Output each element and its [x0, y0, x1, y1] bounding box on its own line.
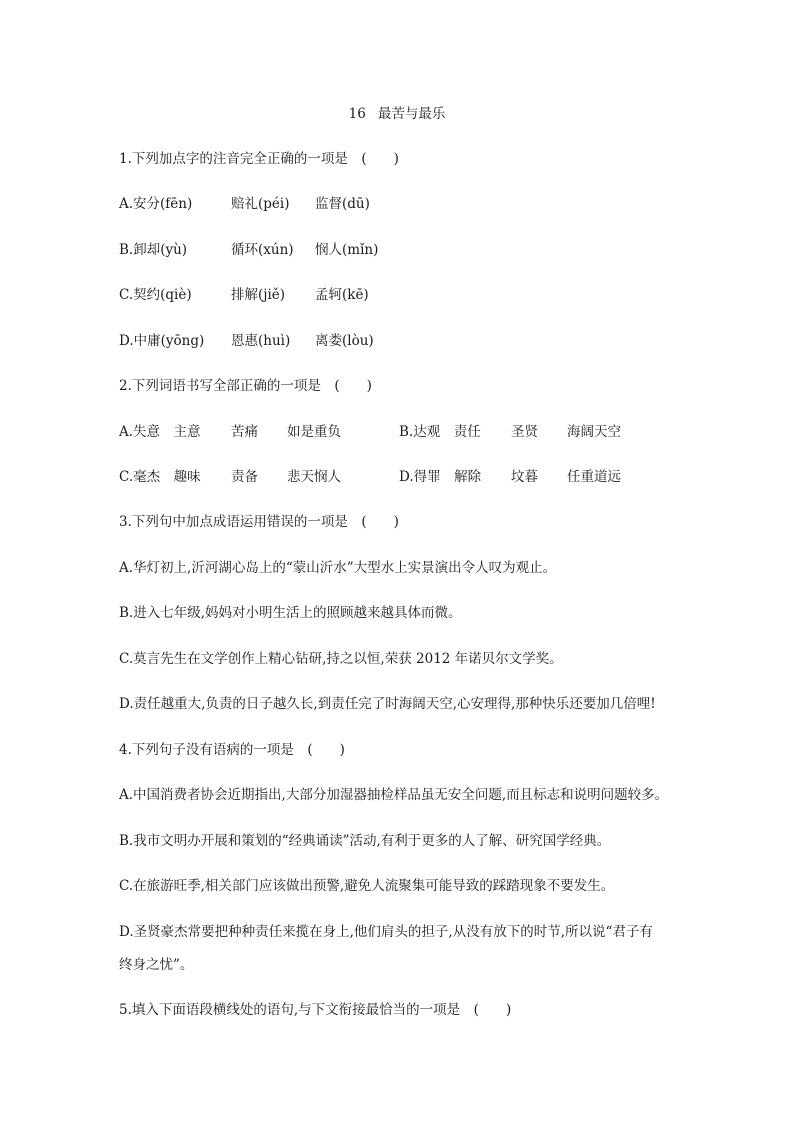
question-2-stem: 2.下列词语书写全部正确的一项是 ( ): [119, 378, 372, 394]
q2-option-a-part3: 如是重负: [287, 424, 341, 440]
q4-option-b: B.我市文明办开展和策划的“经典诵读”活动,有利于更多的人了解、研究国学经典。: [119, 833, 611, 849]
q2-option-b-part2: 圣贤: [511, 424, 538, 440]
q4-option-a: A.中国消费者协会近期指出,大部分加湿器抽检样品虽无安全问题,而且标志和说明问题较多。: [119, 787, 669, 803]
q4-option-d-continued: 终身之忧”。: [119, 957, 194, 973]
q1-option-b-part3: 悯人(mǐn): [315, 242, 379, 258]
q1-option-c-part1: C.契约(qiè): [119, 287, 192, 303]
q2-option-a-part2: 苦痛: [231, 424, 258, 440]
lesson-title: 最苦与最乐: [377, 106, 446, 122]
q1-option-d-part2: 恩惠(huì): [231, 333, 291, 349]
q1-option-c-part2: 排解(jiě): [231, 287, 286, 303]
q2-option-c-part2: 责备: [231, 469, 258, 485]
question-1-stem: 1.下列加点字的注音完全正确的一项是 ( ): [119, 151, 399, 167]
q3-option-a: A.华灯初上,沂河湖心岛上的“蒙山沂水”大型水上实景演出令人叹为观止。: [119, 560, 557, 576]
q1-option-c-part3: 孟轲(kē): [315, 287, 369, 303]
q4-option-d: D.圣贤豪杰常要把种种责任来揽在身上,他们肩头的担子,从没有放下的时节,所以说“君子有: [119, 924, 653, 940]
question-3-stem: 3.下列句中加点成语运用错误的一项是 ( ): [119, 514, 399, 530]
q1-option-d-part3: 离娄(lòu): [315, 333, 374, 349]
question-4-stem: 4.下列句子没有语病的一项是 ( ): [119, 742, 345, 758]
q2-option-b-part3: 海阔天空: [567, 424, 621, 440]
q2-option-a-part1: A.失意 主意: [119, 424, 201, 440]
q2-option-c-part1: C.毫杰 趣味: [119, 469, 201, 485]
q3-option-b: B.进入七年级,妈妈对小明生活上的照顾越来越具体而微。: [119, 605, 462, 621]
question-5-stem: 5.填入下面语段横线处的语句,与下文衔接最恰当的一项是 ( ): [119, 1002, 512, 1018]
q3-option-d: D.责任越重大,负责的日子越久长,到责任完了时海阔天空,心安理得,那种快乐还要加几倍哩!: [119, 696, 656, 712]
q1-option-a-part2: 赔礼(péi): [231, 196, 290, 212]
q1-option-a-part1: A.安分(fēn): [119, 196, 193, 212]
q2-option-d-part1: D.得罪 解除: [399, 469, 482, 485]
q1-option-a-part3: 监督(dū): [315, 196, 370, 212]
q2-option-c-part3: 悲天悯人: [287, 469, 341, 485]
q2-option-b-part1: B.达观 责任: [399, 424, 481, 440]
q2-option-d-part3: 任重道远: [567, 469, 621, 485]
q3-option-c: C.莫言先生在文学创作上精心钻研,持之以恒,荣获 2012 年诺贝尔文学奖。: [119, 651, 563, 667]
q4-option-c: C.在旅游旺季,相关部门应该做出预警,避免人流聚集可能导致的踩踏现象不要发生。: [119, 878, 615, 894]
page-title: [0, 102, 794, 122]
q1-option-d-part1: D.中庸(yōng): [119, 333, 205, 349]
q1-option-b-part1: B.卸却(yù): [119, 242, 188, 258]
lesson-number: 16: [348, 106, 366, 122]
q1-option-b-part2: 循环(xún): [231, 242, 294, 258]
q2-option-d-part2: 坟暮: [511, 469, 538, 485]
